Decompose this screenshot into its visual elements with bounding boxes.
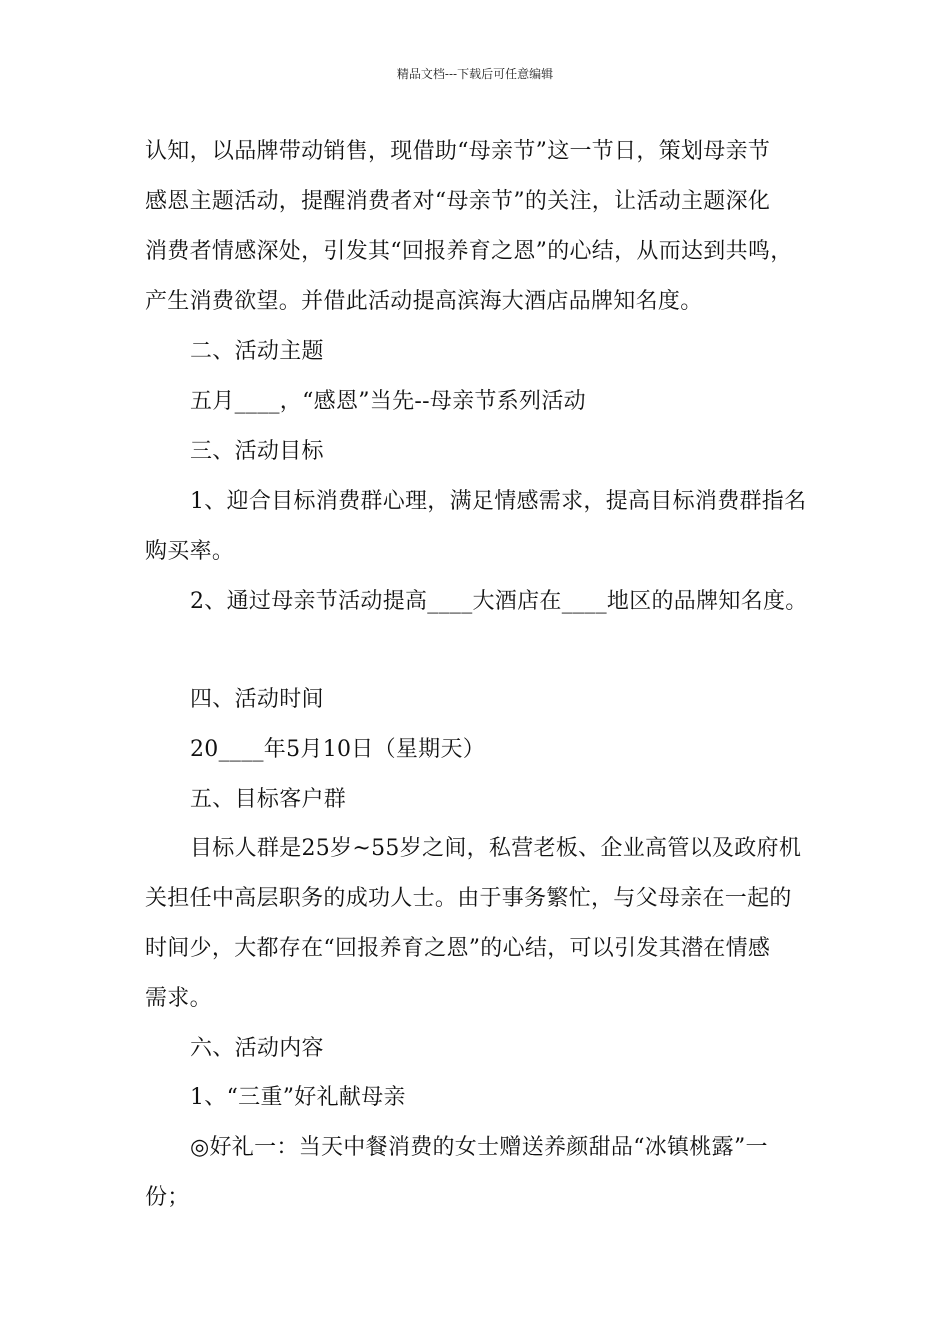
section-heading: 四、活动时间: [190, 687, 324, 712]
paragraph-line: 购买率。: [145, 539, 235, 564]
paragraph-line: 需求。: [145, 986, 212, 1011]
paragraph-line: 关担任中高层职务的成功人士。由于事务繁忙，与父母亲在一起的: [145, 886, 792, 911]
paragraph-line: 感恩主题活动，提醒消费者对“母亲节”的关注，让活动主题深化: [145, 189, 771, 214]
paragraph-line: 20____年5月10日（星期天）: [190, 737, 486, 762]
section-heading: 五、目标客户群: [190, 787, 347, 812]
paragraph-line: 2、通过母亲节活动提高____大酒店在____地区的品牌知名度。: [190, 589, 808, 614]
paragraph-line: 消费者情感深处，引发其“回报养育之恩”的心结，从而达到共鸣，: [145, 239, 793, 264]
page-header: 精品文档---下载后可任意编辑: [396, 67, 554, 81]
paragraph-line: 1、“三重”好礼献母亲: [190, 1085, 406, 1110]
section-heading: 二、活动主题: [190, 339, 324, 364]
paragraph-line: 认知，以品牌带动销售，现借助“母亲节”这一节日，策划母亲节: [145, 139, 771, 164]
section-heading: 六、活动内容: [190, 1036, 324, 1061]
paragraph-line: 产生消费欲望。并借此活动提高滨海大酒店品牌知名度。: [145, 289, 703, 314]
paragraph-line: 目标人群是25岁~55岁之间，私营老板、企业高管以及政府机: [190, 836, 802, 861]
paragraph-line: 时间少，大都存在“回报养育之恩”的心结，可以引发其潜在情感: [145, 936, 771, 961]
paragraph-line: ◎好礼一：当天中餐消费的女士赠送养颜甜品“冰镇桃露”一: [190, 1135, 768, 1160]
paragraph-line: 五月____，“感恩”当先--母亲节系列活动: [190, 389, 586, 414]
paragraph-line: 份；: [145, 1185, 190, 1210]
section-heading: 三、活动目标: [190, 439, 324, 464]
paragraph-line: 1、迎合目标消费群心理，满足情感需求，提高目标消费群指名: [190, 489, 807, 514]
